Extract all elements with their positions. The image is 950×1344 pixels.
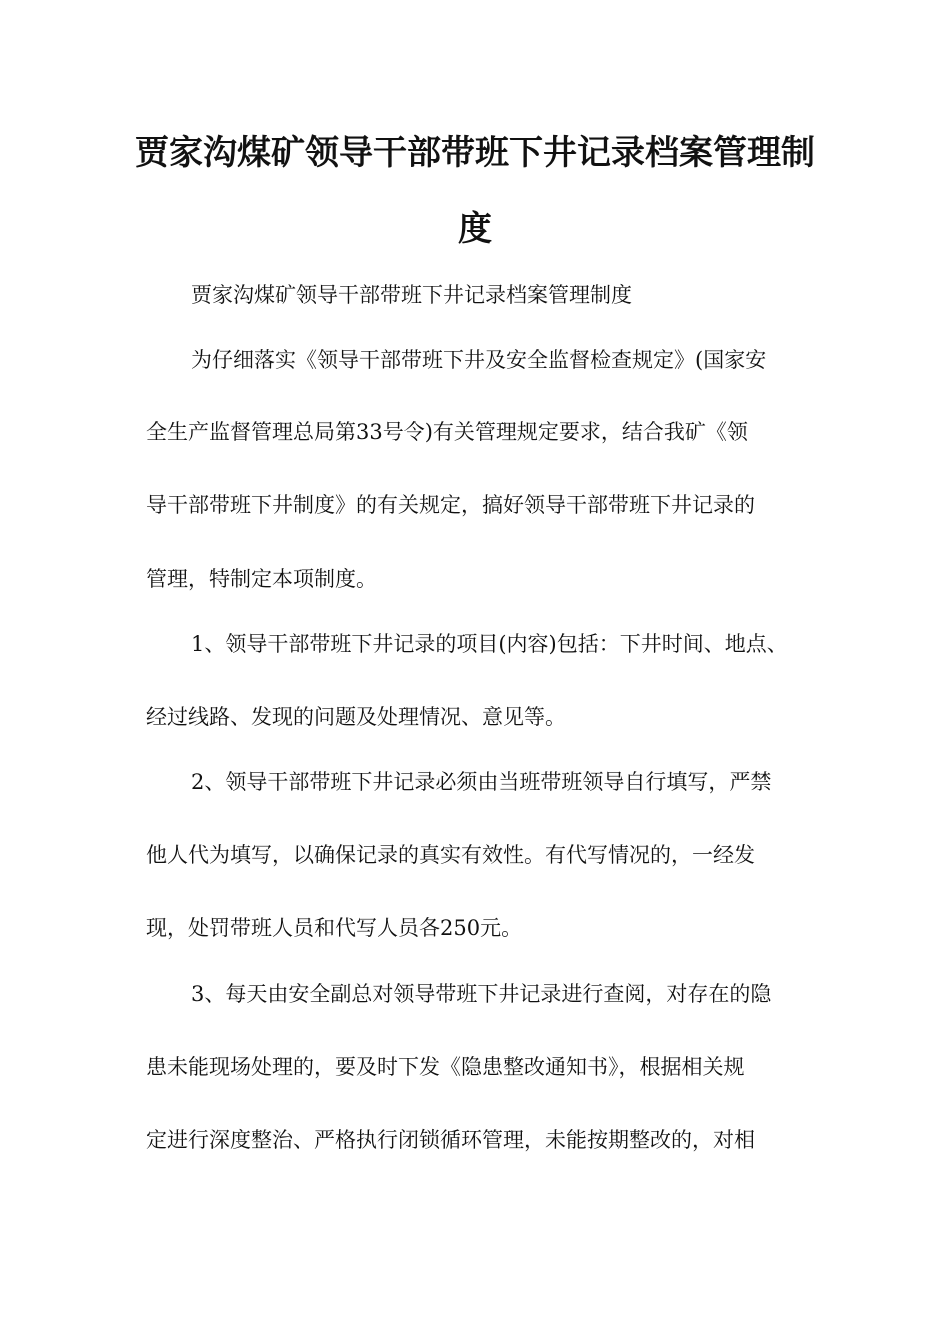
item-3-line-3: 定进行深度整治、严格执行闭锁循环管理，未能按期整改的，对相 xyxy=(146,1128,755,1152)
paragraph-1-line-3: 导干部带班下井制度》的有关规定，搞好领导干部带班下井记录的 xyxy=(146,493,755,517)
paragraph-1-line-4: 管理，特制定本项制度。 xyxy=(146,567,377,591)
paragraph-1-line-2: 全生产监督管理总局第33号令)有关管理规定要求，结合我矿《领 xyxy=(146,420,748,444)
item-2-line-1: 2、领导干部带班下井记录必须由当班带班领导自行填写，严禁 xyxy=(191,770,772,794)
paragraph-1-line-1: 为仔细落实《领导干部带班下井及安全监督检查规定》(国家安 xyxy=(191,348,767,372)
subtitle-line: 贾家沟煤矿领导干部带班下井记录档案管理制度 xyxy=(191,283,632,307)
item-2-line-2: 他人代为填写，以确保记录的真实有效性。有代写情况的，一经发 xyxy=(146,843,755,867)
item-1-line-1: 1、领导干部带班下井记录的项目(内容)包括：下井时间、地点、 xyxy=(191,632,788,656)
item-3-line-1: 3、每天由安全副总对领导带班下井记录进行查阅，对存在的隐 xyxy=(191,982,772,1006)
item-2-line-3: 现，处罚带班人员和代写人员各250元。 xyxy=(146,916,523,940)
document-title-line-1: 贾家沟煤矿领导干部带班下井记录档案管理制 xyxy=(135,133,815,173)
item-1-line-2: 经过线路、发现的问题及处理情况、意见等。 xyxy=(146,705,566,729)
item-3-line-2: 患未能现场处理的，要及时下发《隐患整改通知书》，根据相关规 xyxy=(146,1055,745,1079)
document-title-line-2: 度 xyxy=(458,209,492,249)
